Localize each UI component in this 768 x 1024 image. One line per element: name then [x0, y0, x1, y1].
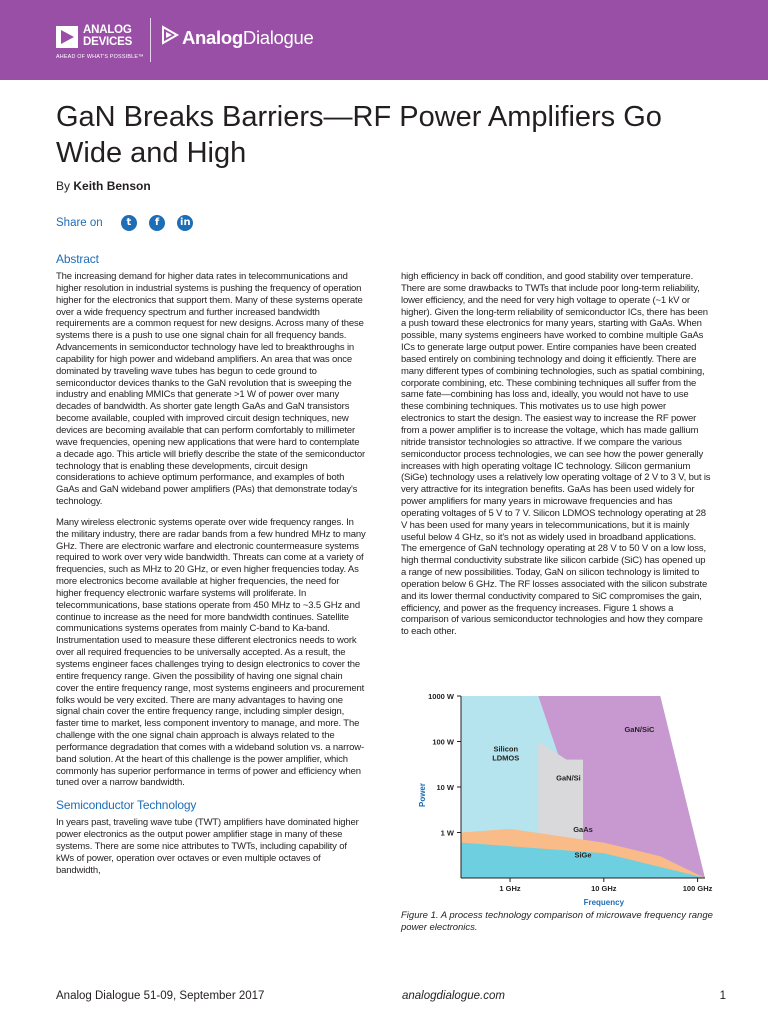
- header-divider: [150, 18, 151, 62]
- semiconductor-heading: Semiconductor Technology: [56, 798, 197, 813]
- publication-name-regular: Dialogue: [242, 27, 314, 48]
- region-label-gaas: GaAs: [573, 824, 593, 834]
- y-axis-label: Power: [418, 782, 427, 808]
- share-bar: [56, 214, 193, 232]
- abstract-paragraph: The increasing demand for higher data rates in telecommunications and higher resolution in industrial systems is pushing the frequency of operation higher for the electronics that support them. Many of these systems operate over a wide frequency spectrum and further increased bandwidth requirements are a common request for new designs. Across many of these systems there is a push to use one signal chain for all frequency bands. Advancements in semiconductor technology have led to breakthroughs in capability for high power and wideband amplifiers. An area that was once dominated by traveling wave tubes has begun to cede ground to semiconductor devices thanks to the GaN revolution that is sweeping the industry and enabling MMICs that generate >1 W of power over many decades of bandwidth. As shorter gate length GaAs and GaN transistors become available, coupled with improved circuit design techniques, new devices are becoming available that can perform comfortably to millimeter wave frequencies, opening new applications that were hard to contemplate a decade ago. This article will briefly describe the state of the semiconductor technology that is enabling these developments, circuit design considerations to achieve optimum performance, and examples of both GaAs and GaN wideband power amplifiers (PAs) that demonstrate today's technology.: [56, 271, 366, 508]
- facebook-icon[interactable]: f: [149, 215, 165, 231]
- region-label-gan-si: GaN/Si: [556, 773, 581, 783]
- body-paragraph: high efficiency in back off condition, and good stability over temperature. There are some drawbacks to TWTs that include poor long-term reliability, lower efficiency, and the need for very high voltage to operate (~1 kV or higher). Given the long-term reliability of semiconductor ICs, there has been a push toward these electronics for many years, starting with GaAs. When possible, many systems engineers have worked to combine multiple GaAs ICs to generate large output power. Entire companies have been created based entirely on combining technology and doing it efficiently. There are many different types of combining technologies, such as spatial combining, corporate combining, etc. These combining techniques all suffer from the same fate—combining has loss and, ideally, you would not have to use these combining techniques. This motivates us to use high power electronics to start the design. The easiest way to increase the RF power from a power amplifier is to increase the voltage, which has made gallium nitride transistor technologies so attractive. If we compare the various semiconductor process technologies, we can see how the power generally increases with high operating voltage IC technology. Silicon germanium (SiGe) technology uses a relatively low operating voltage of 2 V to 3 V, but is very attractive for its integration benefits. GaAs has been used widely for power amplifiers for many years in microwave frequencies and has operating voltages of 5 V to 7 V. Silicon LDMOS technology operating at 28 V has been used for many years in telecommunications, but it is mainly useful below 4 GHz, so it's not as widely used in broadband applications. The emergence of GaN technology operating at 28 V to 50 V on a low loss, high thermal conductivity substrate like silicon carbide (SiC) has opened up a range of new possibilities. Today, GaN on silicon technology is limited to operation below 6 GHz. The RF losses associated with the silicon substrate and its lower thermal conductivity compared to SiC compromises the gain, efficiency, and power as the frequency increases. Figure 1 shows a comparison of various semiconductor technologies and how they compare to each other.: [401, 271, 711, 638]
- article-title: GaN Breaks Barriers—RF Power Amplifiers Go Wide and High: [56, 101, 662, 169]
- footer-publication: Analog Dialogue 51-09, September 2017: [56, 990, 265, 1002]
- analog-dialogue-icon: [160, 25, 180, 45]
- region-label-gan-sic: GaN/SiC: [624, 725, 655, 735]
- chart-svg: [401, 686, 721, 910]
- header-banner: [0, 0, 768, 80]
- x-tick-label: 10 GHz: [591, 884, 617, 893]
- author-name[interactable]: Keith Benson: [73, 179, 151, 193]
- share-label: Share on: [56, 217, 103, 229]
- figure-1-chart: [401, 686, 721, 910]
- right-column: [401, 271, 711, 647]
- y-tick-label: 1 W: [440, 828, 454, 838]
- x-tick-label: 100 GHz: [682, 884, 713, 893]
- y-tick-label: 100 W: [432, 737, 454, 747]
- y-tick-label: 10 W: [436, 783, 454, 792]
- region-label-sige: SiGe: [574, 850, 592, 860]
- twitter-icon[interactable]: t: [121, 215, 137, 231]
- body-paragraph: Many wireless electronic systems operate over wide frequency ranges. In the military industry, there are radar bands from a few hundred MHz to many GHz. There are electronic warfare and electronic countermeasure systems required to work over very wide bandwidth. Threats can come at a variety of frequencies, such as MHz to 20 GHz, or even higher frequencies today. As more electronics become available at higher frequencies, the need for higher frequency electronic warfare systems will proliferate. In telecommunications, base stations operate from 450 MHz to ~3.5 GHz and continue to increase as the need for more bandwidth continues. Satellite communications systems operates from mainly C-band to Ka-band. Instrumentation used to measure these different electronics needs to work over all required frequencies to be universally accepted. As a result, the systems engineer faces challenges trying to design electronics to cover the entire frequency range. Given the possibility of having one signal chain cover the entire frequency range, most systems engineers and procurement folks would be very excited. There are many advantages to having one signal chain cover the entire frequency range, including simpler design, faster time to market, less component inventory to manage, and more. The challenge with the one signal chain approach is always related to the performance degradation that comes with a wideband solution vs. a narrow-band solution. At the heart of this challenge is the power amplifier, which commonly has superior performance in terms of power and efficiency when tuned over a narrow bandwidth.: [56, 516, 366, 789]
- analog-devices-logo[interactable]: [56, 24, 152, 64]
- abstract-heading: Abstract: [56, 252, 99, 266]
- by-label: By: [56, 179, 71, 193]
- x-tick-label: 1 GHz: [499, 884, 521, 893]
- x-axis-label: Frequency: [583, 898, 625, 907]
- publication-name-bold: Analog: [182, 27, 243, 48]
- left-column: [56, 252, 366, 886]
- body-paragraph: In years past, traveling wave tube (TWT) amplifiers have dominated higher power electronics as the output power amplifier stage in many of these systems. There are some nice attributes to TWTs, including capability of kWs of power, operation over octaves or even multiple octaves of bandwidth,: [56, 817, 359, 876]
- figure-caption: Figure 1. A process technology comparison of microwave frequency range power electronics.: [401, 910, 713, 933]
- company-name: ANALOG DEVICES: [83, 24, 133, 48]
- byline: [56, 179, 151, 193]
- y-tick-label: 1000 W: [428, 692, 454, 701]
- adi-triangle-icon: [56, 26, 78, 48]
- footer-website[interactable]: analogdialogue.com: [402, 990, 505, 1002]
- linkedin-icon[interactable]: in: [177, 215, 193, 231]
- region-label-silicon-ldmos: Silicon LDMOS: [492, 744, 520, 763]
- company-tagline: AHEAD OF WHAT'S POSSIBLE™: [56, 54, 144, 60]
- page-number: 1: [719, 990, 726, 1002]
